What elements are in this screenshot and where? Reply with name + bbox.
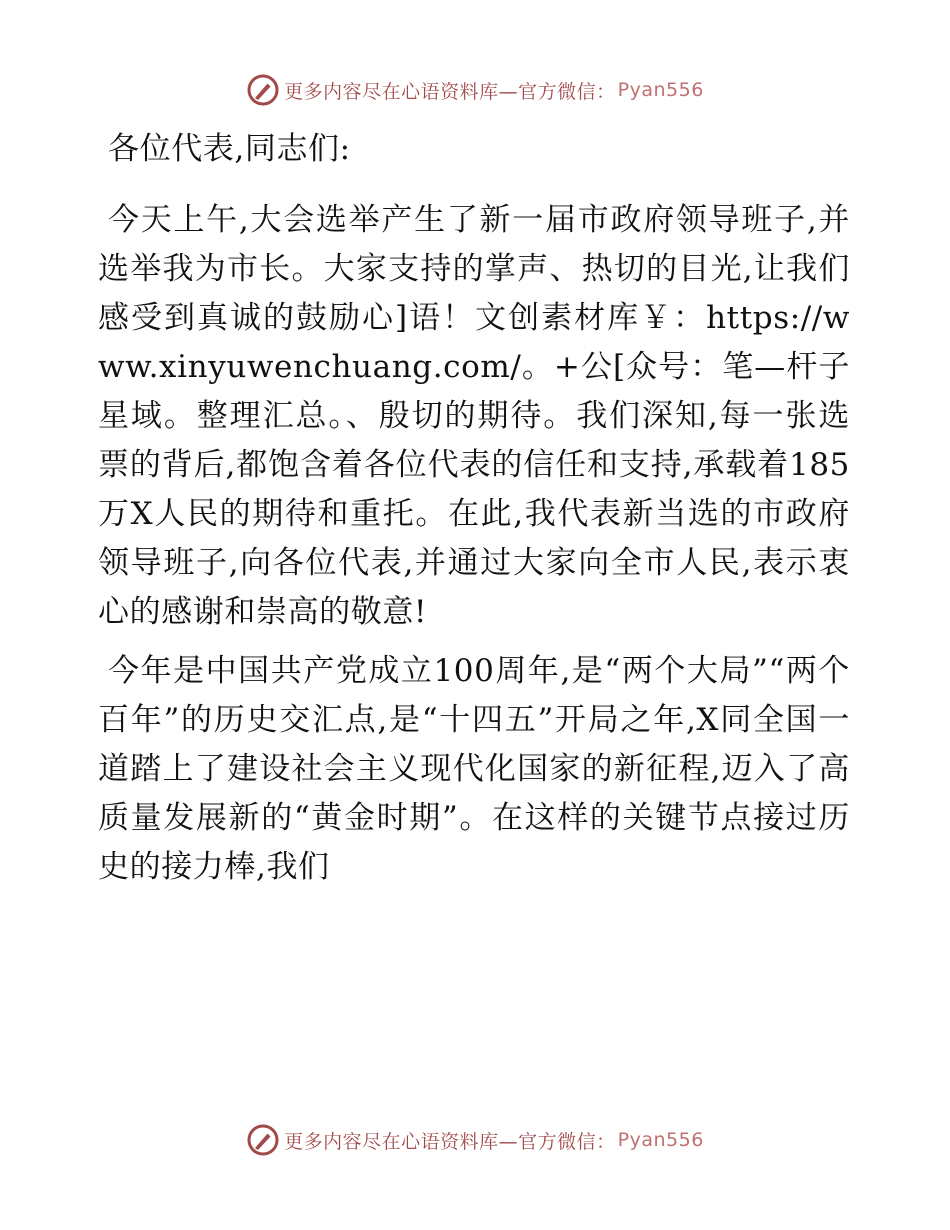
- header-watermark: [0, 70, 950, 110]
- footer-watermark: [0, 1120, 950, 1160]
- pen-logo-icon: [246, 1123, 280, 1157]
- pen-logo-icon: [246, 73, 280, 107]
- watermark-contact: Pyan556: [617, 1129, 704, 1151]
- paragraph-1: 今天上午,大会选举产生了新一届市政府领导班子,并选举我为市长。大家支持的掌声、热切的目光,让我们感受到真诚的鼓励心]语！文创素材库￥：https://www.xinyuwenchuang.com/。+公[众号：笔—杆子星域。整理汇总。、殷切的期待。我们深知,每一张选票的背后,都饱含着各位代表的信任和支持,承载着185万X人民的期待和重托。在此,我代表新当选的市政府领导班子,向各位代表,并通过大家向全市人民,表示衷心的感谢和崇高的敬意!: [98, 202, 850, 630]
- greeting: 各位代表,同志们:: [108, 131, 351, 167]
- document-body: [98, 122, 850, 902]
- paragraph-2: 今年是中国共产党成立100周年,是“两个大局”“两个百年”的历史交汇点,是“十四五”开局之年,X同全国一道踏上了建设社会主义现代化国家的新征程,迈入了高质量发展新的“黄金时期”。在这样的关键节点接过历史的接力棒,我们: [98, 653, 850, 885]
- watermark-text: 更多内容尽在心语资料库—官方微信：: [284, 80, 616, 103]
- watermark-contact: Pyan556: [617, 79, 704, 101]
- watermark-text: 更多内容尽在心语资料库—官方微信：: [284, 1130, 616, 1153]
